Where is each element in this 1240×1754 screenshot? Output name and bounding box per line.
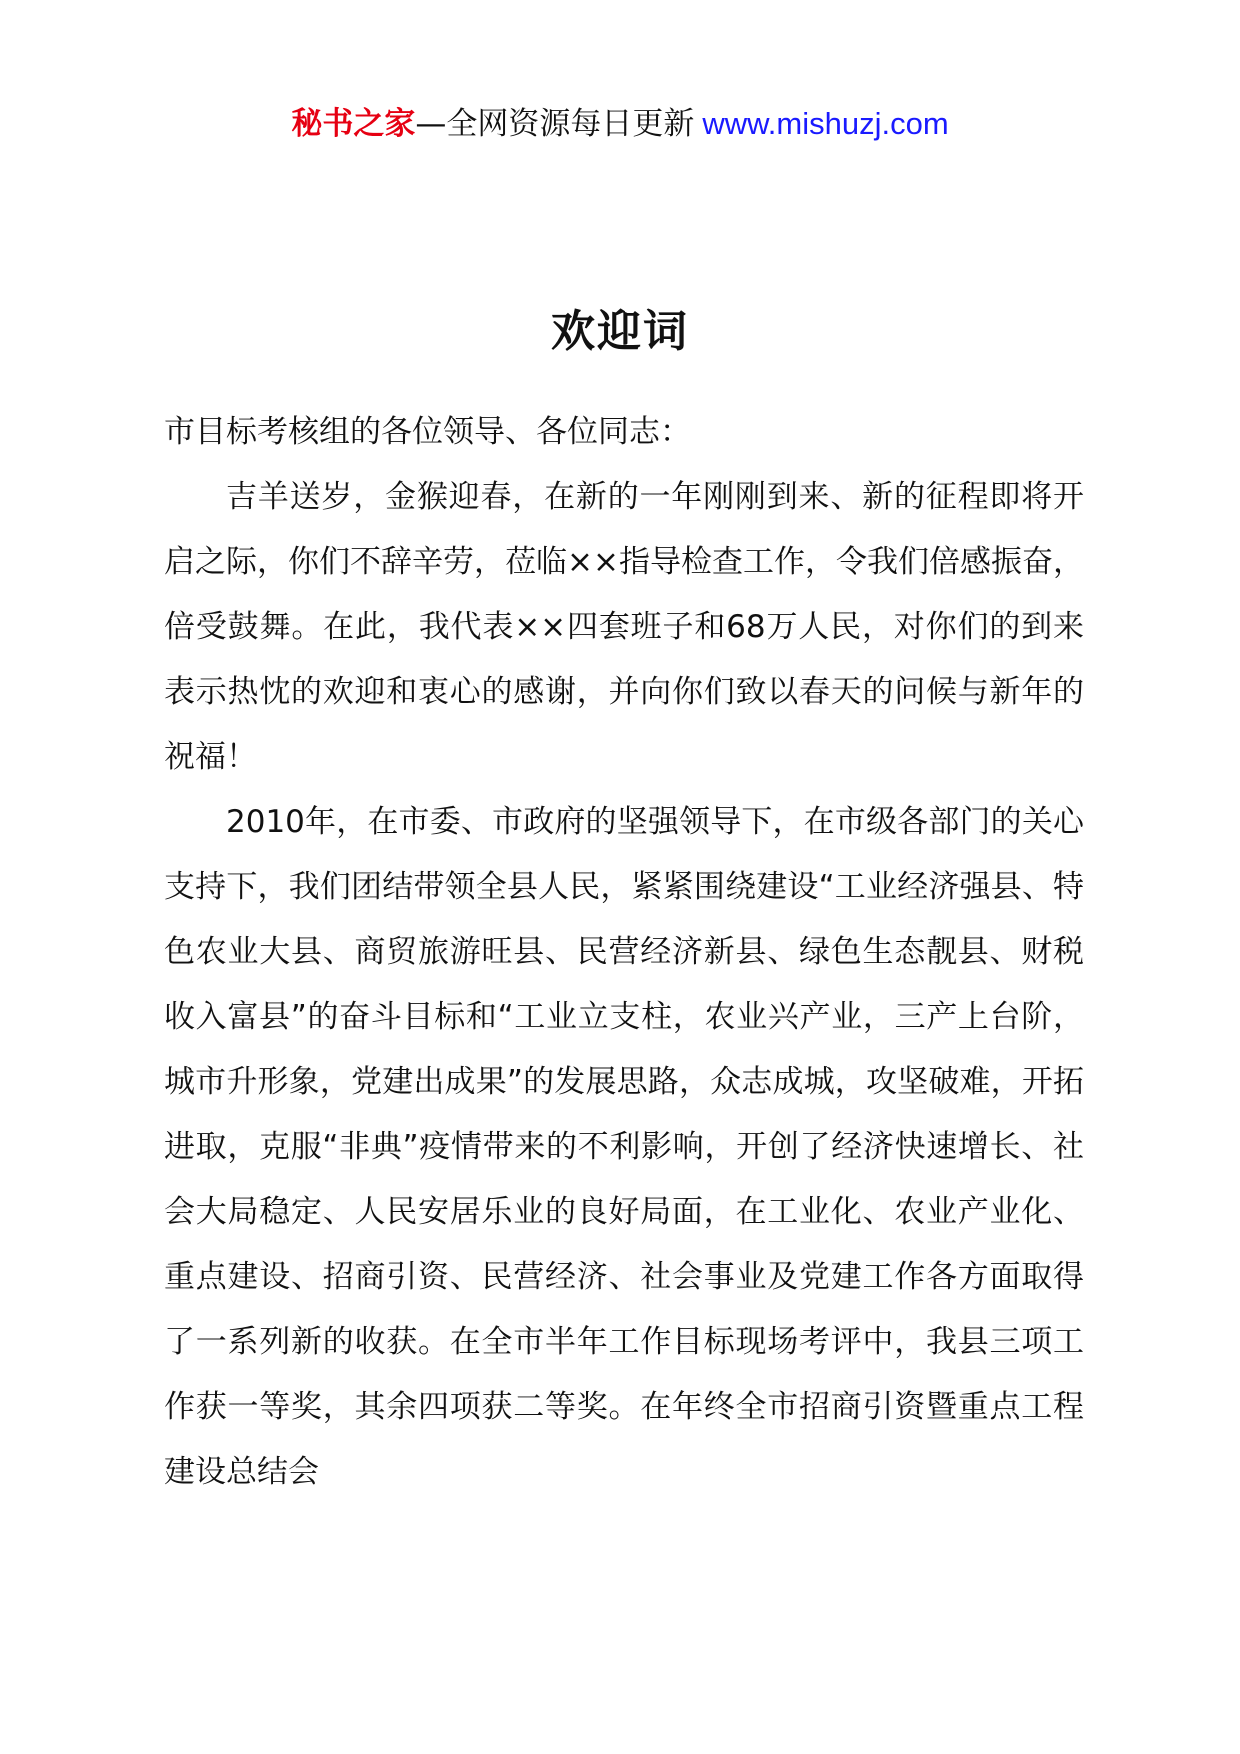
paragraph-greeting: 吉羊送岁，金猴迎春，在新的一年刚刚到来、新的征程即将开启之际，你们不辞辛劳，莅临××指导检查工作，令我们倍感振奋，倍受鼓舞。在此，我代表××四套班子和68万人民，对你们的到来表示热忱的欢迎和衷心的感谢，并向你们致以春天的问候与新年的祝福！ [164,479,1084,775]
salutation: 市目标考核组的各位领导、各位同志： [164,414,691,450]
document-body [164,400,1084,1505]
brand-name: 秘书之家 [291,106,416,142]
document-title: 欢迎词 [551,306,689,357]
paragraph-achievements: 2010年，在市委、市政府的坚强领导下，在市级各部门的关心支持下，我们团结带领全县人民，紧紧围绕建设“工业经济强县、特色农业大县、商贸旅游旺县、民营经济新县、绿色生态靓县、财税收入富县”的奋斗目标和“工业立支柱，农业兴产业，三产上台阶，城市升形象，党建出成果”的发展思路，众志成城，攻坚破难，开拓进取，克服“非典”疫情带来的不利影响，开创了经济快速增长、社会大局稳定、人民安居乐业的良好局面，在工业化、农业产业化、重点建设、招商引资、民营经济、社会事业及党建工作各方面取得了一系列新的收获。在全市半年工作目标现场考评中，我县三项工作获一等奖，其余四项获二等奖。在年终全市招商引资暨重点工程建设总结会 [164,804,1084,1490]
site-header [0,100,1240,148]
header-tagline: —全网资源每日更新 [415,106,695,142]
site-url-link[interactable]: www.mishuzj.com [702,106,949,141]
